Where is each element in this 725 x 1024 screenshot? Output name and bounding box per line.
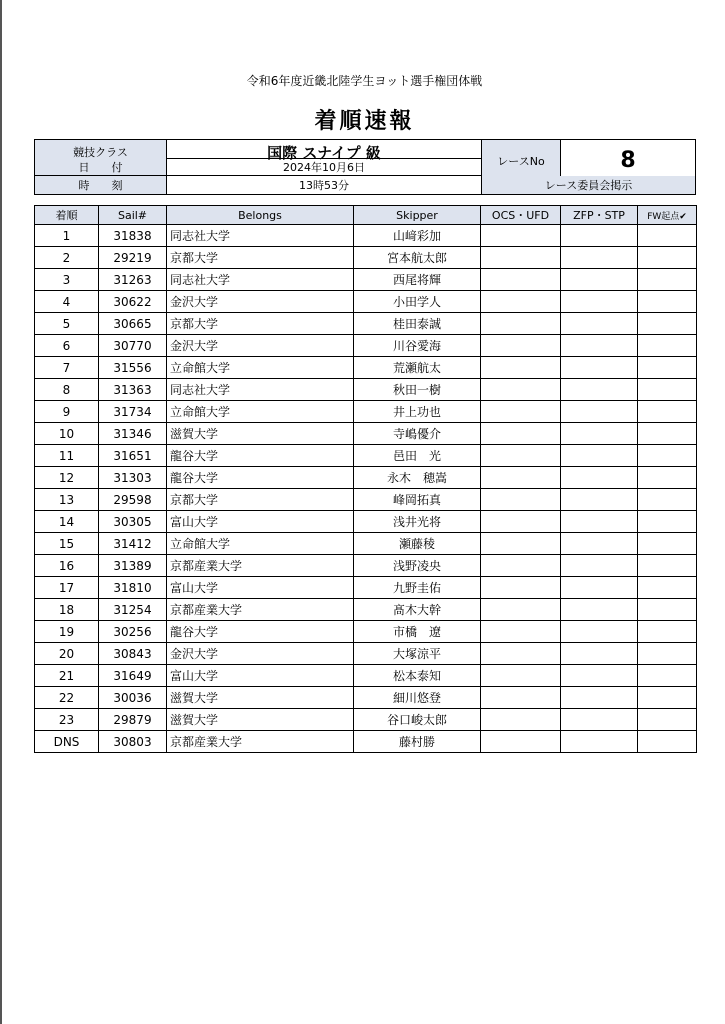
cell-ocs-ufd [481,731,561,753]
cell-fw [638,577,697,599]
cell-skipper: 邑田 光 [354,445,481,467]
cell-rank: 9 [35,401,99,423]
cell-rank: 5 [35,313,99,335]
cell-zfp-stp [561,621,638,643]
cell-fw [638,665,697,687]
table-row [35,379,697,401]
cell-skipper: 西尾将輝 [354,269,481,291]
table-row [35,621,697,643]
cell-sail: 31810 [99,577,167,599]
table-row [35,687,697,709]
cell-rank: 2 [35,247,99,269]
col-fw: FW起点✔ [638,206,697,225]
cell-zfp-stp [561,731,638,753]
table-row [35,643,697,665]
cell-ocs-ufd [481,687,561,709]
cell-belongs: 金沢大学 [167,643,354,665]
cell-rank: 4 [35,291,99,313]
cell-skipper: 秋田一樹 [354,379,481,401]
cell-rank: 14 [35,511,99,533]
cell-zfp-stp [561,335,638,357]
cell-zfp-stp [561,577,638,599]
cell-skipper: 藤村勝 [354,731,481,753]
cell-sail: 31254 [99,599,167,621]
cell-zfp-stp [561,643,638,665]
cell-ocs-ufd [481,379,561,401]
time-value: 13時53分 [167,176,482,194]
committee-label: レース委員会掲示 [482,176,695,194]
cell-rank: 20 [35,643,99,665]
col-skipper: Skipper [354,206,481,225]
cell-skipper: 浅野凌央 [354,555,481,577]
race-no-label: レースNo [482,140,561,182]
cell-sail: 29219 [99,247,167,269]
cell-belongs: 富山大学 [167,511,354,533]
cell-skipper: 細川悠登 [354,687,481,709]
cell-fw [638,709,697,731]
cell-fw [638,313,697,335]
cell-rank: 8 [35,379,99,401]
cell-belongs: 富山大学 [167,665,354,687]
col-rank: 着順 [35,206,99,225]
cell-belongs: 京都大学 [167,247,354,269]
cell-ocs-ufd [481,511,561,533]
cell-rank: 1 [35,225,99,247]
cell-fw [638,687,697,709]
cell-zfp-stp [561,357,638,379]
table-row [35,511,697,533]
table-row [35,357,697,379]
cell-rank: 18 [35,599,99,621]
cell-skipper: 荒瀬航太 [354,357,481,379]
cell-ocs-ufd [481,621,561,643]
cell-skipper: 川谷愛海 [354,335,481,357]
cell-belongs: 滋賀大学 [167,687,354,709]
cell-sail: 31556 [99,357,167,379]
cell-sail: 30256 [99,621,167,643]
cell-ocs-ufd [481,247,561,269]
cell-sail: 30305 [99,511,167,533]
cell-rank: DNS [35,731,99,753]
cell-sail: 29879 [99,709,167,731]
table-row [35,731,697,753]
document-title: 着順速報 [314,109,415,134]
date-value: 2024年10月6日 [167,158,482,176]
table-row [35,423,697,445]
cell-rank: 17 [35,577,99,599]
cell-belongs: 富山大学 [167,577,354,599]
cell-sail: 30770 [99,335,167,357]
cell-zfp-stp [561,423,638,445]
cell-skipper: 小田学人 [354,291,481,313]
cell-rank: 23 [35,709,99,731]
cell-fw [638,731,697,753]
cell-belongs: 同志社大学 [167,225,354,247]
table-row [35,269,697,291]
cell-ocs-ufd [481,643,561,665]
cell-ocs-ufd [481,555,561,577]
cell-rank: 6 [35,335,99,357]
cell-zfp-stp [561,313,638,335]
cell-belongs: 滋賀大学 [167,709,354,731]
cell-ocs-ufd [481,313,561,335]
cell-ocs-ufd [481,533,561,555]
col-ocs-ufd: OCS・UFD [481,206,561,225]
cell-zfp-stp [561,445,638,467]
cell-rank: 19 [35,621,99,643]
cell-sail: 29598 [99,489,167,511]
cell-zfp-stp [561,225,638,247]
class-label: 競技クラス [35,140,167,164]
table-row [35,577,697,599]
table-row [35,533,697,555]
table-row [35,555,697,577]
cell-fw [638,401,697,423]
table-row [35,225,697,247]
cell-belongs: 龍谷大学 [167,621,354,643]
cell-belongs: 立命館大学 [167,401,354,423]
cell-skipper: 大塚涼平 [354,643,481,665]
race-no-value: 8 [561,140,695,182]
table-row [35,665,697,687]
race-info-header [34,139,696,195]
cell-sail: 31734 [99,401,167,423]
cell-sail: 30843 [99,643,167,665]
cell-sail: 30036 [99,687,167,709]
cell-ocs-ufd [481,291,561,313]
cell-zfp-stp [561,533,638,555]
cell-skipper: 市橋 遼 [354,621,481,643]
cell-fw [638,555,697,577]
cell-belongs: 立命館大学 [167,533,354,555]
cell-belongs: 同志社大学 [167,379,354,401]
cell-ocs-ufd [481,423,561,445]
cell-skipper: 峰岡拓真 [354,489,481,511]
cell-zfp-stp [561,269,638,291]
cell-fw [638,247,697,269]
cell-zfp-stp [561,555,638,577]
cell-skipper: 山﨑彩加 [354,225,481,247]
cell-ocs-ufd [481,599,561,621]
cell-zfp-stp [561,511,638,533]
cell-rank: 7 [35,357,99,379]
cell-ocs-ufd [481,665,561,687]
cell-belongs: 同志社大学 [167,269,354,291]
date-label: 日 付 [35,158,167,176]
cell-fw [638,511,697,533]
cell-sail: 31303 [99,467,167,489]
cell-fw [638,599,697,621]
cell-rank: 13 [35,489,99,511]
cell-sail: 31346 [99,423,167,445]
table-row [35,313,697,335]
cell-fw [638,445,697,467]
cell-skipper: 寺嶋優介 [354,423,481,445]
cell-sail: 31651 [99,445,167,467]
cell-belongs: 滋賀大学 [167,423,354,445]
cell-ocs-ufd [481,401,561,423]
cell-rank: 12 [35,467,99,489]
results-table [34,205,697,753]
cell-skipper: 九野圭佑 [354,577,481,599]
cell-zfp-stp [561,291,638,313]
cell-ocs-ufd [481,357,561,379]
cell-fw [638,291,697,313]
cell-zfp-stp [561,599,638,621]
cell-zfp-stp [561,489,638,511]
cell-belongs: 龍谷大学 [167,445,354,467]
table-row [35,489,697,511]
cell-skipper: 瀬藤稜 [354,533,481,555]
cell-fw [638,357,697,379]
cell-ocs-ufd [481,489,561,511]
table-row [35,467,697,489]
cell-ocs-ufd [481,445,561,467]
cell-fw [638,379,697,401]
table-header-row [35,206,697,225]
cell-skipper: 井上功也 [354,401,481,423]
time-label: 時 刻 [35,176,167,194]
class-value: 国際 スナイプ 級 [167,140,482,164]
cell-ocs-ufd [481,269,561,291]
cell-skipper: 松本泰知 [354,665,481,687]
cell-sail: 30665 [99,313,167,335]
cell-sail: 30803 [99,731,167,753]
cell-belongs: 立命館大学 [167,357,354,379]
cell-skipper: 宮本航太郎 [354,247,481,269]
cell-rank: 3 [35,269,99,291]
cell-ocs-ufd [481,225,561,247]
cell-skipper: 桂田泰誠 [354,313,481,335]
table-row [35,445,697,467]
cell-zfp-stp [561,401,638,423]
cell-belongs: 金沢大学 [167,291,354,313]
table-row [35,709,697,731]
cell-zfp-stp [561,379,638,401]
cell-zfp-stp [561,665,638,687]
cell-skipper: 永木 穂嵩 [354,467,481,489]
cell-sail: 30622 [99,291,167,313]
cell-zfp-stp [561,247,638,269]
table-row [35,335,697,357]
cell-ocs-ufd [481,335,561,357]
cell-zfp-stp [561,467,638,489]
cell-fw [638,621,697,643]
cell-zfp-stp [561,709,638,731]
cell-fw [638,467,697,489]
cell-rank: 10 [35,423,99,445]
cell-sail: 31838 [99,225,167,247]
cell-fw [638,423,697,445]
cell-fw [638,533,697,555]
cell-fw [638,225,697,247]
cell-fw [638,269,697,291]
cell-fw [638,643,697,665]
cell-ocs-ufd [481,709,561,731]
cell-sail: 31412 [99,533,167,555]
cell-zfp-stp [561,687,638,709]
cell-skipper: 浅井光将 [354,511,481,533]
cell-belongs: 龍谷大学 [167,467,354,489]
cell-rank: 15 [35,533,99,555]
cell-skipper: 髙木大幹 [354,599,481,621]
cell-belongs: 金沢大学 [167,335,354,357]
table-row [35,599,697,621]
cell-sail: 31649 [99,665,167,687]
cell-fw [638,335,697,357]
table-row [35,291,697,313]
cell-skipper: 谷口峻太郎 [354,709,481,731]
cell-rank: 21 [35,665,99,687]
cell-ocs-ufd [481,577,561,599]
table-row [35,401,697,423]
cell-belongs: 京都産業大学 [167,599,354,621]
cell-belongs: 京都大学 [167,313,354,335]
cell-belongs: 京都産業大学 [167,555,354,577]
cell-fw [638,489,697,511]
cell-rank: 11 [35,445,99,467]
event-title: 令和6年度近畿北陸学生ヨット選手権団体戦 [246,74,483,88]
cell-sail: 31363 [99,379,167,401]
cell-belongs: 京都産業大学 [167,731,354,753]
cell-sail: 31389 [99,555,167,577]
cell-sail: 31263 [99,269,167,291]
table-row [35,247,697,269]
col-sail: Sail# [99,206,167,225]
col-belongs: Belongs [167,206,354,225]
cell-belongs: 京都大学 [167,489,354,511]
col-zfp-stp: ZFP・STP [561,206,638,225]
cell-ocs-ufd [481,467,561,489]
cell-rank: 16 [35,555,99,577]
cell-rank: 22 [35,687,99,709]
